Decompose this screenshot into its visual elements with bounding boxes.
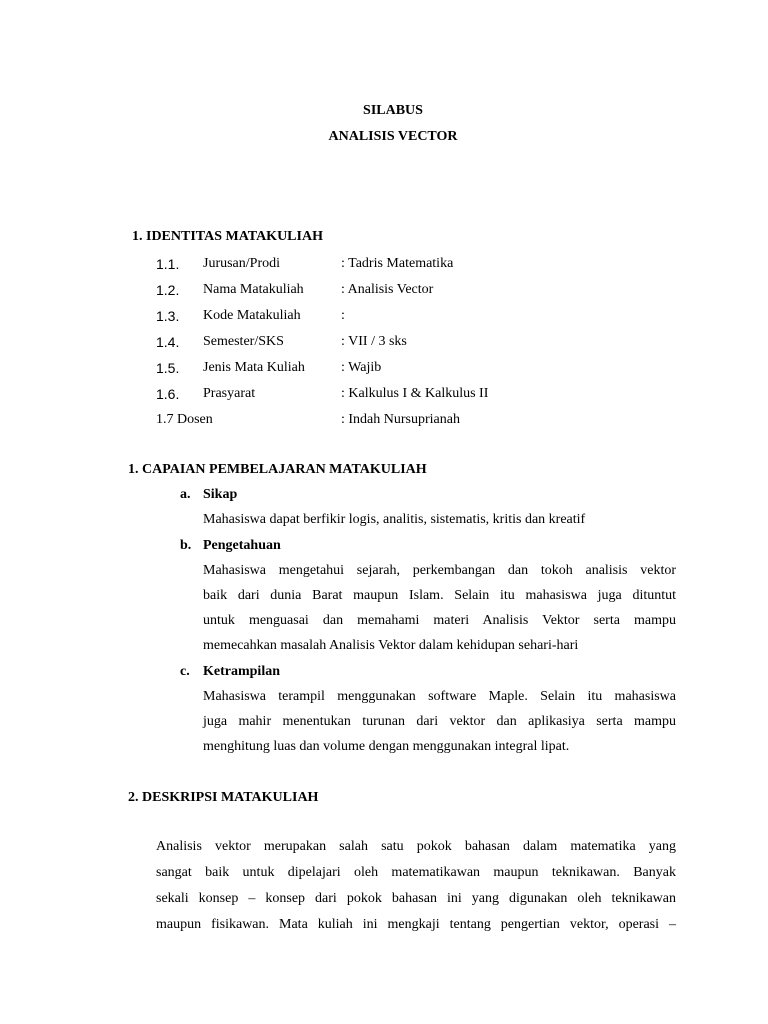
identitas-label: Semester/SKS: [203, 334, 284, 349]
identitas-value: :: [341, 308, 345, 323]
pengetahuan-line: baik dari dunia Barat maupun Islam. Selain itu mahasiswa juga dituntut: [203, 588, 676, 603]
identitas-label: Kode Matakuliah: [203, 308, 301, 323]
identitas-num: 1.3.: [156, 308, 180, 324]
deskripsi-line: maupun fisikawan. Mata kuliah ini mengkaji tentang pengertian vektor, operasi –: [156, 917, 676, 932]
deskripsi-line: sekali konsep – konsep dari pokok bahasan ini yang digunakan oleh teknikawan: [156, 891, 676, 906]
identitas-num: 1.1.: [156, 256, 180, 272]
identitas-value: : Wajib: [341, 360, 382, 375]
document-subtitle: ANALISIS VECTOR: [328, 129, 458, 144]
sub-marker: c.: [180, 664, 190, 679]
identitas-num: 1.2.: [156, 282, 180, 298]
sub-title-sikap: Sikap: [203, 487, 238, 502]
identitas-label: Nama Matakuliah: [203, 282, 304, 297]
sikap-text: Mahasiswa dapat berfikir logis, analitis, sistematis, kritis dan kreatif: [203, 512, 586, 527]
identitas-value: : Kalkulus I & Kalkulus II: [341, 386, 489, 401]
pengetahuan-line: untuk menguasai dan memahami materi Analisis Vektor serta mampu: [203, 613, 676, 628]
identitas-num: 1.4.: [156, 334, 180, 350]
section-deskripsi-heading: 2. DESKRIPSI MATAKULIAH: [128, 790, 319, 805]
identitas-dosen-label: 1.7 Dosen: [156, 412, 213, 427]
document-title: SILABUS: [363, 103, 423, 118]
identitas-value: : Analisis Vector: [341, 282, 434, 297]
deskripsi-line: Analisis vektor merupakan salah satu pokok bahasan dalam matematika yang: [156, 839, 676, 854]
sub-marker: a.: [180, 487, 191, 502]
ketrampilan-line: menghitung luas dan volume dengan menggunakan integral lipat.: [203, 739, 570, 754]
pengetahuan-line: Mahasiswa mengetahui sejarah, perkembangan dan tokoh analisis vektor: [203, 563, 676, 578]
deskripsi-line: sangat baik untuk dipelajari oleh matematikawan maupun teknikawan. Banyak: [156, 865, 676, 880]
section-identitas-heading: 1. IDENTITAS MATAKULIAH: [132, 229, 323, 244]
ketrampilan-line: juga mahir menentukan turunan dari vektor dan aplikasiya serta mampu: [203, 714, 676, 729]
identitas-value: : VII / 3 sks: [341, 334, 407, 349]
identitas-num: 1.6.: [156, 386, 180, 402]
sub-title-pengetahuan: Pengetahuan: [203, 538, 281, 553]
identitas-dosen-value: : Indah Nursuprianah: [341, 412, 460, 427]
identitas-num: 1.5.: [156, 360, 180, 376]
identitas-label: Jurusan/Prodi: [203, 256, 280, 271]
sub-title-ketrampilan: Ketrampilan: [203, 664, 280, 679]
identitas-label: Jenis Mata Kuliah: [203, 360, 305, 375]
identitas-value: : Tadris Matematika: [341, 256, 454, 271]
sub-marker: b.: [180, 538, 192, 553]
section-capaian-heading: 1. CAPAIAN PEMBELAJARAN MATAKULIAH: [128, 462, 427, 477]
identitas-label: Prasyarat: [203, 386, 256, 401]
pengetahuan-line: memecahkan masalah Analisis Vektor dalam kehidupan sehari-hari: [203, 638, 579, 653]
ketrampilan-line: Mahasiswa terampil menggunakan software Maple. Selain itu mahasiswa: [203, 689, 676, 704]
